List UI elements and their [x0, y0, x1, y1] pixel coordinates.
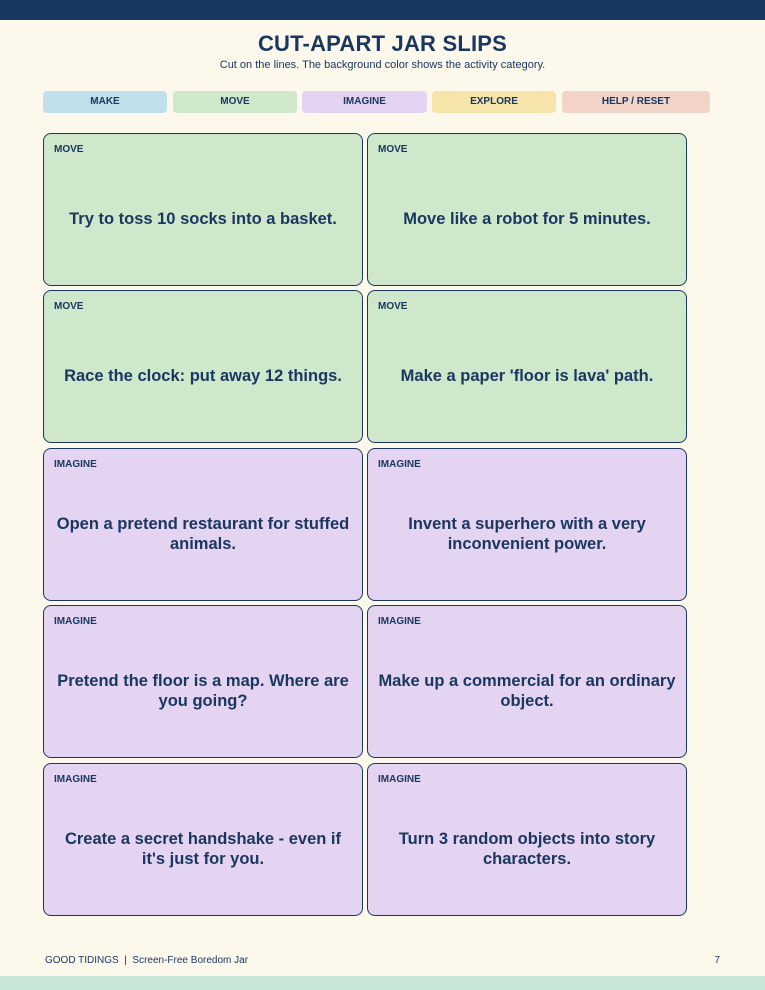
slip-card — [43, 605, 363, 758]
slip-category: IMAGINE — [54, 616, 97, 627]
slip-card — [367, 605, 687, 758]
legend-chip-imagine: IMAGINE — [302, 91, 427, 113]
slip-activity: Turn 3 random objects into story characters. — [398, 829, 656, 868]
legend-chip-help-reset: HELP / RESET — [562, 91, 710, 113]
legend-chip-make: MAKE — [43, 91, 167, 113]
page-number: 7 — [714, 955, 720, 966]
slip-category: MOVE — [54, 301, 84, 312]
slip-activity: Move like a robot for 5 minutes. — [403, 209, 651, 228]
bottom-banner — [0, 976, 765, 990]
slip-activity: Open a pretend restaurant for stuffed animals. — [56, 514, 350, 553]
slip-card — [367, 448, 687, 601]
top-banner — [0, 0, 765, 20]
slip-category: IMAGINE — [378, 616, 421, 627]
slip-activity: Invent a superhero with a very inconvenient power. — [408, 514, 646, 553]
slip-category: MOVE — [378, 144, 408, 155]
page-title: CUT-APART JAR SLIPS — [257, 31, 508, 56]
slip-activity: Make a paper 'floor is lava' path. — [400, 366, 654, 385]
slip-category: MOVE — [54, 144, 84, 155]
slip-activity: Try to toss 10 socks into a basket. — [69, 209, 337, 228]
slip-card — [367, 290, 687, 443]
legend-chip-move: MOVE — [173, 91, 297, 113]
slip-category: IMAGINE — [54, 774, 97, 785]
slip-category: IMAGINE — [378, 459, 421, 470]
slip-activity: Pretend the floor is a map. Where are you going? — [57, 671, 349, 710]
slip-category: IMAGINE — [54, 459, 97, 470]
slip-activity: Create a secret handshake - even if it's just for you. — [64, 829, 342, 868]
slip-card — [367, 133, 687, 286]
slip-card — [43, 290, 363, 443]
slip-activity: Race the clock: put away 12 things. — [64, 366, 342, 385]
legend-chip-explore: EXPLORE — [432, 91, 556, 113]
slip-card — [367, 763, 687, 916]
slip-category: IMAGINE — [378, 774, 421, 785]
slip-card — [43, 133, 363, 286]
slip-activity: Make up a commercial for an ordinary object. — [378, 671, 676, 710]
slip-card — [43, 763, 363, 916]
page-subtitle: Cut on the lines. The background color shows the activity category. — [219, 59, 546, 71]
footer-brand: GOOD TIDINGS | Screen-Free Boredom Jar — [45, 955, 249, 966]
slip-category: MOVE — [378, 301, 408, 312]
slip-card — [43, 448, 363, 601]
